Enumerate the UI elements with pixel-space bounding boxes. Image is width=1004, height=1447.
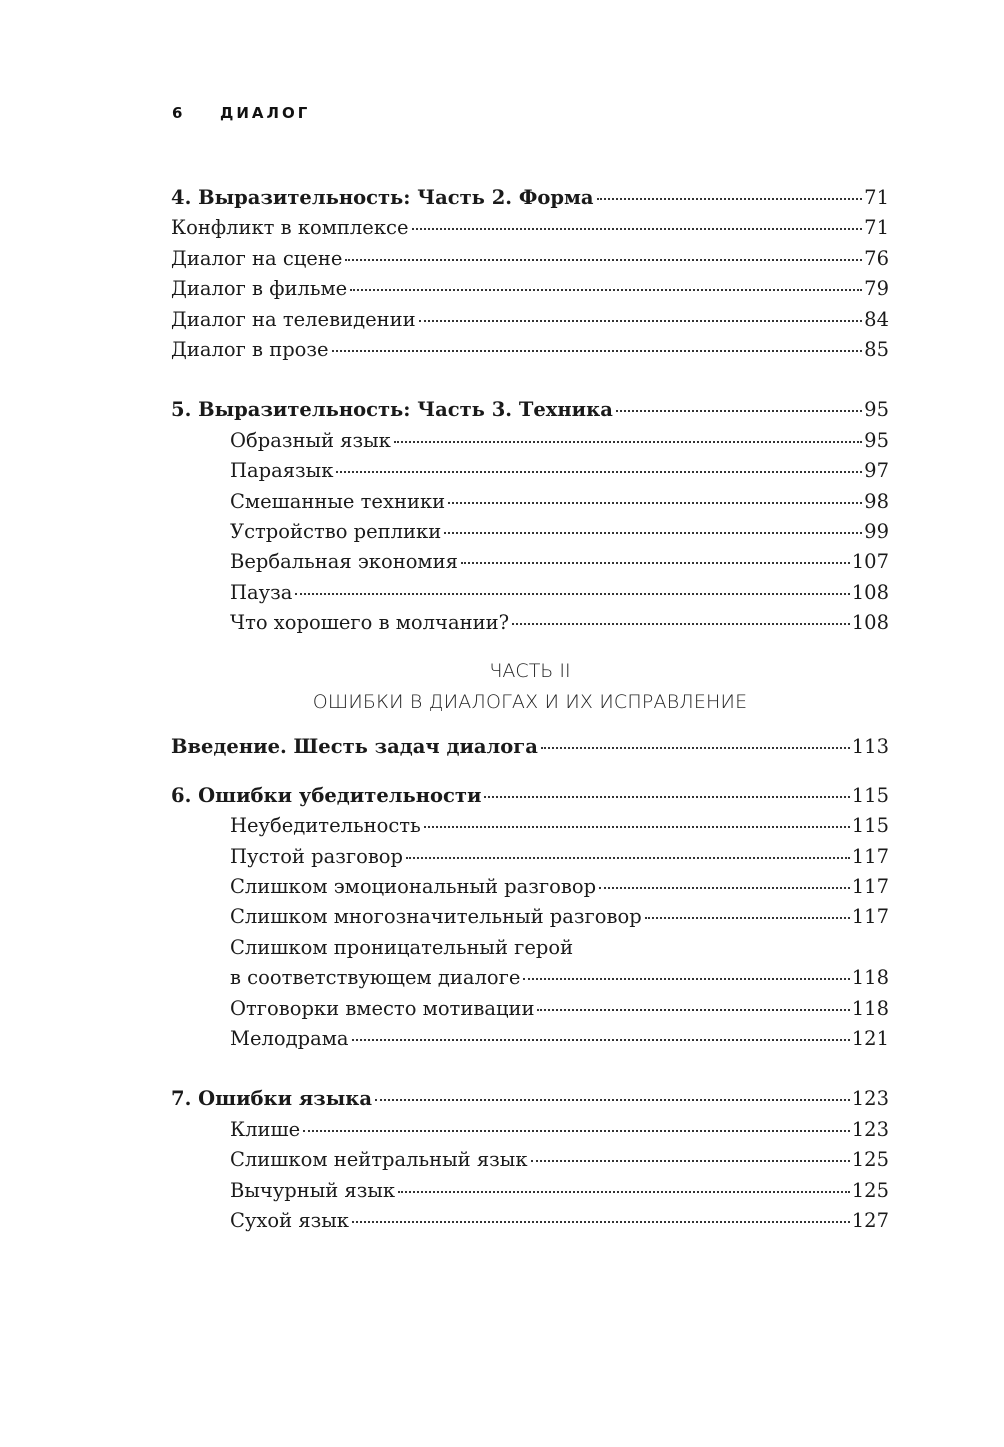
toc-entry-page: 107: [851, 550, 889, 574]
toc-entry-title: Вычурный язык: [230, 1178, 396, 1202]
dot-leader: [419, 320, 863, 322]
toc-entry[interactable]: [171, 811, 889, 841]
toc-entry-page: 71: [864, 186, 889, 209]
toc-entry-title: Мелодрама: [230, 1026, 349, 1050]
toc-chapter-7[interactable]: [171, 1084, 889, 1114]
toc-entry-title: Смешанные техники: [230, 489, 446, 513]
toc-entry[interactable]: [171, 213, 889, 243]
toc-entry[interactable]: [171, 842, 889, 872]
toc-entry[interactable]: [171, 1176, 889, 1206]
toc-entry[interactable]: [171, 517, 889, 547]
toc-entry-page: 127: [851, 1208, 889, 1232]
toc-entry-title: Слишком нейтральный язык: [230, 1148, 528, 1172]
dot-leader: [412, 228, 863, 230]
toc-chapter-5[interactable]: [171, 395, 889, 425]
dot-leader: [295, 593, 849, 595]
toc-entry[interactable]: [171, 274, 889, 304]
part-heading: [171, 656, 889, 718]
toc-entry-page: 79: [864, 277, 889, 301]
toc-entry-page: 125: [851, 1178, 889, 1202]
section-gap: [171, 638, 889, 656]
toc-entry[interactable]: [171, 244, 889, 274]
toc-entry-title: Диалог на телевидении: [171, 307, 416, 331]
running-title: ДИАЛОГ: [220, 104, 311, 122]
toc-entry-page: 117: [851, 875, 889, 899]
toc-entry[interactable]: [171, 335, 889, 365]
toc-entry-title: Устройство реплики: [230, 519, 442, 543]
page-number: 6: [172, 104, 183, 122]
toc-entry[interactable]: [171, 1024, 889, 1054]
section-gap: [171, 763, 889, 781]
toc-entry-page: 76: [864, 246, 889, 270]
dot-leader: [424, 826, 850, 828]
toc-entry-page: 123: [851, 1087, 889, 1111]
toc-entry[interactable]: [171, 456, 889, 486]
toc-entry-page: 115: [851, 814, 889, 838]
toc-entry-title: Пауза: [230, 580, 293, 604]
toc-entry-title: Конфликт в комплексе: [171, 216, 409, 240]
toc-entry-title: Диалог в фильме: [171, 277, 348, 301]
toc-entry-page: 117: [851, 844, 889, 868]
part-title: ОШИБКИ В ДИАЛОГАХ И ИХ ИСПРАВЛЕНИЕ: [312, 691, 748, 714]
toc-entry[interactable]: [171, 578, 889, 608]
toc-entry[interactable]: [171, 963, 889, 993]
toc-entry-title: Вербальная экономия: [230, 550, 458, 574]
dot-leader: [512, 623, 850, 625]
toc-entry-title: 7. Ошибки языка: [171, 1087, 373, 1111]
running-header: [172, 104, 310, 122]
toc-entry-title: Пустой разговор: [230, 844, 404, 868]
toc-entry-title: 6. Ошибки убедительности: [171, 783, 482, 807]
toc-entry-title: Неубедительность: [230, 814, 421, 838]
toc-entry-page: 108: [851, 580, 889, 604]
toc-entry-page: 97: [864, 459, 889, 483]
dot-leader: [448, 502, 862, 504]
toc-entry-page: 117: [851, 905, 889, 929]
dot-leader: [599, 887, 850, 889]
toc-chapter-6[interactable]: [171, 781, 889, 811]
toc-entry-page: 108: [851, 611, 889, 635]
toc-entry-title: Слишком многозначительный разговор: [230, 905, 642, 929]
dot-leader: [303, 1130, 850, 1132]
toc-entry-page: 98: [864, 489, 889, 513]
toc-entry-page: 85: [864, 337, 889, 361]
toc-entry-page: 118: [851, 996, 889, 1020]
dot-leader: [616, 410, 862, 412]
dot-leader: [541, 747, 850, 749]
dot-leader: [332, 350, 863, 352]
section-gap: [171, 1054, 889, 1084]
dot-leader: [523, 978, 849, 980]
toc-entry-title: Параязык: [230, 459, 334, 483]
toc-entry-title: Диалог на сцене: [171, 246, 343, 270]
toc-entry[interactable]: [171, 1206, 889, 1236]
toc-entry-page: 125: [851, 1148, 889, 1172]
toc-entry-page: 95: [864, 398, 889, 422]
dot-leader: [352, 1039, 850, 1041]
toc-entry-title: Что хорошего в молчании?: [230, 611, 510, 635]
dot-leader: [444, 532, 862, 534]
toc-entry-title: Клише: [230, 1117, 301, 1141]
dot-leader: [398, 1191, 850, 1193]
toc-introduction[interactable]: [171, 732, 889, 762]
toc-entry-page: 115: [851, 783, 889, 807]
toc-entry-title: Слишком эмоциональный разговор: [230, 875, 597, 899]
toc-entry-page: 71: [864, 216, 889, 240]
dot-leader: [352, 1221, 850, 1223]
dot-leader: [394, 441, 862, 443]
dot-leader: [597, 198, 863, 200]
toc-entry[interactable]: [171, 902, 889, 932]
dot-leader: [375, 1099, 850, 1101]
toc-entry-title: Диалог в прозе: [171, 337, 329, 361]
dot-leader: [336, 471, 862, 473]
toc-entry[interactable]: [171, 1115, 889, 1145]
toc-entry-title: Образный язык: [230, 428, 391, 452]
dot-leader: [350, 289, 862, 291]
toc-entry-title: Отговорки вместо мотивации: [230, 996, 535, 1020]
table-of-contents: [171, 183, 889, 1236]
toc-entry[interactable]: [171, 872, 889, 902]
toc-entry[interactable]: [171, 305, 889, 335]
dot-leader: [645, 917, 850, 919]
section-gap: [171, 365, 889, 395]
toc-entry[interactable]: [171, 1145, 889, 1175]
toc-entry-title: 5. Выразительность: Часть 3. Техника: [171, 398, 613, 422]
toc-entry-page: 121: [851, 1026, 889, 1050]
toc-entry[interactable]: [171, 547, 889, 577]
dot-leader: [461, 562, 850, 564]
toc-entry[interactable]: [171, 426, 889, 456]
toc-chapter-4[interactable]: [171, 183, 889, 213]
dot-leader: [484, 796, 849, 798]
toc-entry-page: 123: [851, 1117, 889, 1141]
toc-entry-page: 84: [864, 307, 889, 331]
toc-entry[interactable]: [171, 608, 889, 638]
toc-entry-title: Сухой язык: [230, 1208, 349, 1232]
section-gap: [171, 718, 889, 732]
toc-entry-page: 95: [864, 428, 889, 452]
toc-entry-title: Введение. Шесть задач диалога: [171, 735, 538, 759]
part-label: ЧАСТЬ II: [489, 660, 571, 683]
toc-entry-title: в соответствующем диалоге: [230, 966, 521, 990]
dot-leader: [345, 259, 862, 261]
toc-entry-page: 113: [851, 735, 889, 759]
toc-entry-title: 4. Выразительность: Часть 2. Форма: [171, 186, 594, 209]
dot-leader: [531, 1160, 850, 1162]
toc-entry-page: 99: [864, 519, 889, 543]
toc-entry-page: 118: [851, 966, 889, 990]
toc-entry[interactable]: [171, 487, 889, 517]
dot-leader: [406, 857, 850, 859]
dot-leader: [537, 1009, 849, 1011]
toc-entry-first-line[interactable]: Слишком проницательный герой: [230, 935, 574, 959]
toc-entry[interactable]: [171, 994, 889, 1024]
